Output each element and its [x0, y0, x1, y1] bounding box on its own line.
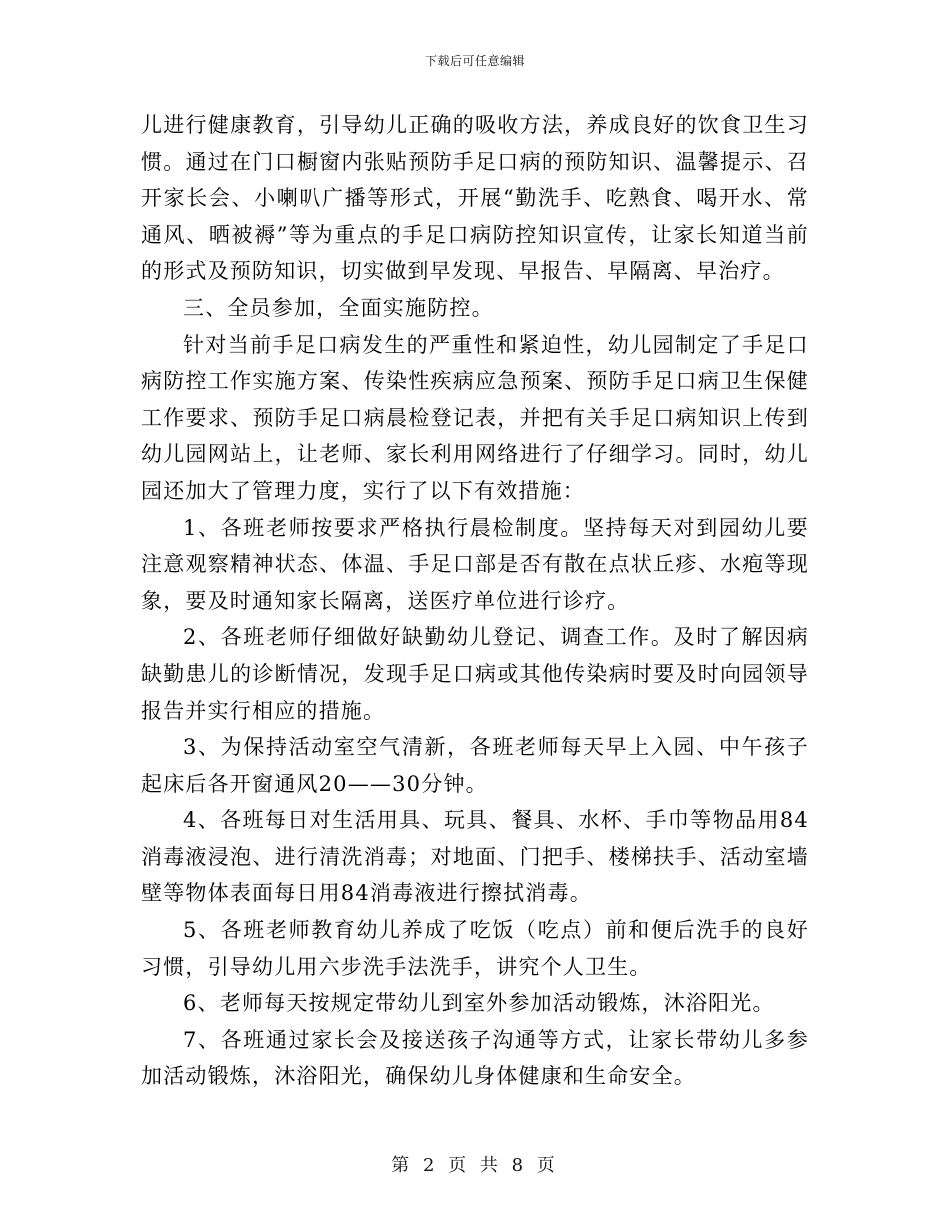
page-number: 第 2 页 共 8 页 — [391, 1155, 559, 1176]
list-item-1: 1、各班老师按要求严格执行晨检制度。坚持每天对到园幼儿要注意观察精神状态、体温、手足口部是否有散在点状丘疹、水疱等现象，要及时通知家长隔离，送医疗单位进行诊疗。 — [141, 515, 809, 613]
paragraph-health-education: 儿进行健康教育，引导幼儿正确的吸收方法，养成良好的饮食卫生习惯。通过在门口橱窗内张贴预防手足口病的预防知识、温馨提示、召开家长会、小喇叭广播等形式，开展“勤洗手、吃熟食、喝开水、常通风、晒被褥”等为重点的手足口病防控知识宣传，让家长知道当前的形式及预防知识，切实做到早发现、早报告、早隔离、早治疗。 — [141, 113, 809, 284]
list-item-3: 3、为保持活动室空气清新，各班老师每天早上入园、中午孩子起床后各开窗通风20——30分钟。 — [141, 735, 809, 796]
list-item-6: 6、老师每天按规定带幼儿到室外参加活动锻炼，沐浴阳光。 — [183, 991, 775, 1016]
document-body — [141, 107, 809, 1095]
paragraph-measures-intro: 针对当前手足口病发生的严重性和紧迫性，幼儿园制定了手足口病防控工作实施方案、传染性疾病应急预案、预防手足口病卫生保健工作要求、预防手足口病晨检登记表，并把有关手足口病知识上传到幼儿园网站上，让老师、家长利用网络进行了仔细学习。同时，幼儿园还加大了管理力度，实行了以下有效措施： — [141, 332, 809, 503]
list-item-4: 4、各班每日对生活用具、玩具、餐具、水杯、手巾等物品用84消毒液浸泡、进行清洗消毒；对地面、门把手、楼梯扶手、活动室墙壁等物体表面每日用84消毒液进行擦拭消毒。 — [141, 808, 809, 906]
list-item-5: 5、各班老师教育幼儿养成了吃饭（吃点）前和便后洗手的良好习惯，引导幼儿用六步洗手法洗手，讲究个人卫生。 — [141, 918, 809, 979]
section-heading-3: 三、全员参加，全面实施防控。 — [183, 295, 494, 320]
list-item-2: 2、各班老师仔细做好缺勤幼儿登记、调查工作。及时了解因病缺勤患儿的诊断情况，发现手足口病或其他传染病时要及时向园领导报告并实行相应的措施。 — [141, 625, 809, 723]
list-item-7: 7、各班通过家长会及接送孩子沟通等方式，让家长带幼儿多参加活动锻炼，沐浴阳光，确保幼儿身体健康和生命安全。 — [141, 1027, 809, 1089]
page-header: 下载后可任意编辑 — [424, 54, 525, 68]
